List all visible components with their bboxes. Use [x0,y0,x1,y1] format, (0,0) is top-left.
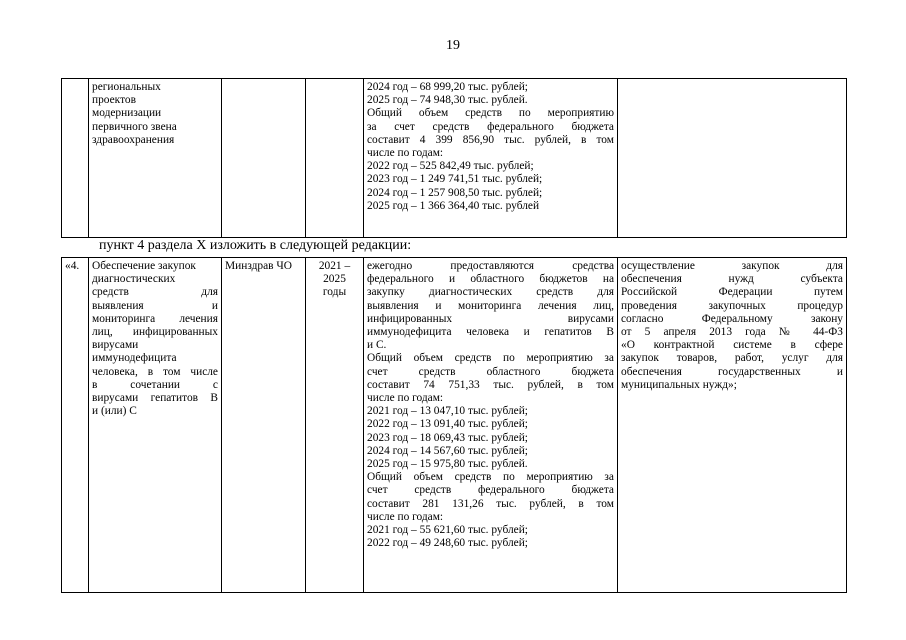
financing-line: составит 281 131,26 тыс. рублей, в том [367,497,614,510]
continued-measures-table [61,78,847,238]
table-row [62,258,847,593]
financing-line: Общий объем средств по мероприятию за [367,471,614,484]
result-line: от 5 апреля 2013 года № 44-ФЗ [621,326,843,339]
measure-name-line: иммунодефицита [92,352,177,365]
term-line: 2025 [323,273,346,286]
measure-name-line: человека, в том числе [92,365,218,378]
measure-name-line: средств для [92,286,218,299]
financing-cell [364,258,618,593]
measure-name-line: вирусами [92,339,139,352]
financing-line: 2024 год – 68 999,20 тыс. рублей; [367,81,528,93]
financing-line: Общий объем средств по мероприятию за [367,352,614,365]
measure-name-cell [89,79,222,238]
amendment-instruction: пункт 4 раздела X изложить в следующей редакции: [99,238,412,253]
item-number: «4. [65,260,80,272]
financing-line: 2022 год – 13 091,40 тыс. рублей; [367,418,528,431]
result-cell [618,79,847,238]
result-line: Российской Федерации путем [621,286,843,299]
financing-cell [364,79,618,238]
financing-line: числе по годам: [367,392,444,405]
term-line: 2021 – [318,260,351,272]
executor: Минздрав ЧО [225,260,293,272]
measure-name-line: Обеспечение закупок [92,260,196,272]
financing-line: и С. [367,339,387,352]
measure-name-cell [89,258,222,593]
result-cell [618,258,847,593]
financing-line: счет средств областного бюджета [367,365,614,378]
executor-cell [222,258,306,593]
financing-line: 2025 год – 15 975,80 тыс. рублей. [367,458,528,471]
table-row [62,79,847,238]
financing-line: 2022 год – 525 842,49 тыс. рублей; [367,160,534,173]
number-cell [62,258,89,593]
executor-cell [222,79,306,238]
number-cell [62,79,89,238]
measure-name-line: диагностических [92,273,176,286]
result-line: «О контрактной системе в сфере [621,339,843,352]
financing-line: иммунодефицита человека и гепатитов В [367,326,614,339]
page-number: 19 [446,38,460,53]
result-line: муниципальных нужд»; [621,378,737,391]
financing-line: выявления и мониторинга лечения лиц, [367,299,614,312]
financing-line: 2022 год – 49 248,60 тыс. рублей; [367,537,528,550]
term-cell [306,79,364,238]
financing-line: числе по годам: [367,510,444,523]
term-cell [306,258,364,593]
result-line: закупок товаров, работ, услуг для [621,352,843,365]
financing-line: 2024 год – 14 567,60 тыс. рублей; [367,444,528,457]
measure-name-line: мониторинга лечения [92,312,218,325]
term-line: годы [322,286,347,299]
financing-line: ежегодно предоставляются средства [367,260,614,272]
financing-line: счет средств федерального бюджета [367,484,614,497]
result-line: проведения закупочных процедур [621,299,843,312]
result-line: обеспечения нужд субъекта [621,273,843,286]
measure-name-line: проектов [92,94,136,107]
financing-line: за счет средств федерального бюджета [367,120,614,133]
financing-line: 2025 год – 74 948,30 тыс. рублей. [367,94,528,107]
financing-line: 2024 год – 1 257 908,50 тыс. рублей; [367,186,543,199]
financing-line: 2021 год – 55 621,60 тыс. рублей; [367,524,528,537]
financing-line: 2023 год – 1 249 741,51 тыс. рублей; [367,173,543,186]
measure-name-line: вирусами гепатитов В [92,392,218,405]
financing-line: составит 74 751,33 тыс. рублей, в том [367,378,614,391]
financing-line: Общий объем средств по мероприятию [367,107,614,120]
financing-line: 2025 год – 1 366 364,40 тыс. рублей [367,199,540,212]
financing-line: 2021 год – 13 047,10 тыс. рублей; [367,405,528,418]
result-line: осуществление закупок для [621,260,843,272]
measure-name-line: здравоохранения [92,133,175,146]
result-line: обеспечения государственных и [621,365,843,378]
measure-name-line: выявления и [92,299,218,312]
measure-name-line: в сочетании с [92,378,218,391]
measure-name-line: лиц, инфицированных [92,326,218,339]
financing-line: инфицированных вирусами [367,312,614,325]
financing-line: числе по годам: [367,147,444,160]
financing-line: 2023 год – 18 069,43 тыс. рублей; [367,431,528,444]
measure-name-line: первичного звена [92,120,177,133]
financing-line: федерального и областного бюджетов на [367,273,614,286]
measure-name-line: региональных [92,81,161,93]
measure-name-line: модернизации [92,107,162,120]
financing-line: составит 4 399 856,90 тыс. рублей, в том [367,133,614,146]
measure-4-table [61,257,847,593]
result-line: согласно Федеральному закону [621,312,843,325]
financing-line: закупку диагностических средств для [367,286,614,299]
measure-name-line: и (или) С [92,405,137,418]
